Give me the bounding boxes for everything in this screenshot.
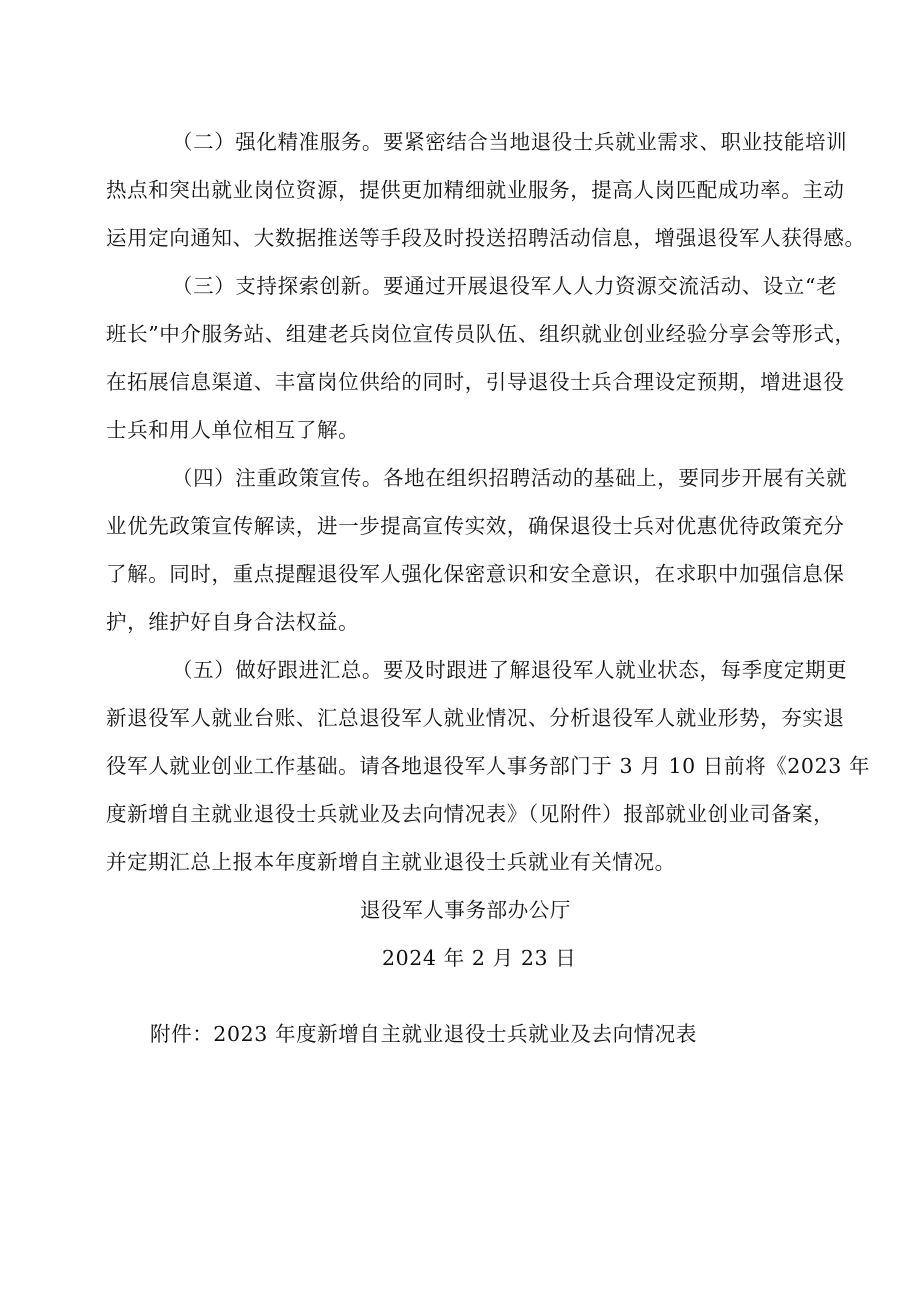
text-line: 度新增自主就业退役士兵就业及去向情况表》（见附件）报部就业创业司备案， xyxy=(106,802,835,826)
text-line: 班长”中介服务站、组建老兵岗位宣传员队伍、组织就业创业经验分享会等形式， xyxy=(106,322,856,346)
text-line: 役军人就业创业工作基础。请各地退役军人事务部门于 3 月 10 日前将《2023 年 xyxy=(106,754,871,778)
text-line: （二）强化精准服务。要紧密结合当地退役士兵就业需求、职业技能培训 xyxy=(172,130,848,154)
text-line: 士兵和用人单位相互了解。 xyxy=(106,418,360,442)
attachment-note: 附件：2023 年度新增自主就业退役士兵就业及去向情况表 xyxy=(150,1022,697,1046)
text-line: 运用定向通知、大数据推送等手段及时投送招聘活动信息，增强退役军人获得感。 xyxy=(106,226,866,250)
text-line: （四）注重政策宣传。各地在组织招聘活动的基础上，要同步开展有关就 xyxy=(172,466,848,490)
text-line: 业优先政策宣传解读，进一步提高宣传实效，确保退役士兵对优惠优待政策充分 xyxy=(106,514,845,538)
text-line: （三）支持探索创新。要通过开展退役军人人力资源交流活动、设立“老 xyxy=(172,274,838,298)
text-line: 并定期汇总上报本年度新增自主就业退役士兵就业有关情况。 xyxy=(106,850,676,874)
text-line: （五）做好跟进汇总。要及时跟进了解退役军人就业状态，每季度定期更 xyxy=(172,658,848,682)
text-line: 新退役军人就业台账、汇总退役军人就业情况、分析退役军人就业形势，夯实退 xyxy=(106,706,845,730)
text-line: 在拓展信息渠道、丰富岗位供给的同时，引导退役士兵合理设定预期，增进退役 xyxy=(106,370,845,394)
text-line: 了解。同时，重点提醒退役军人强化保密意识和安全意识，在求职中加强信息保 xyxy=(106,562,845,586)
text-line: 热点和突出就业岗位资源，提供更加精细就业服务，提高人岗匹配成功率。主动 xyxy=(106,178,845,202)
signature-organization: 退役军人事务部办公厅 xyxy=(360,898,571,922)
text-line: 护，维护好自身合法权益。 xyxy=(106,610,360,634)
signature-date: 2024 年 2 月 23 日 xyxy=(382,946,577,970)
